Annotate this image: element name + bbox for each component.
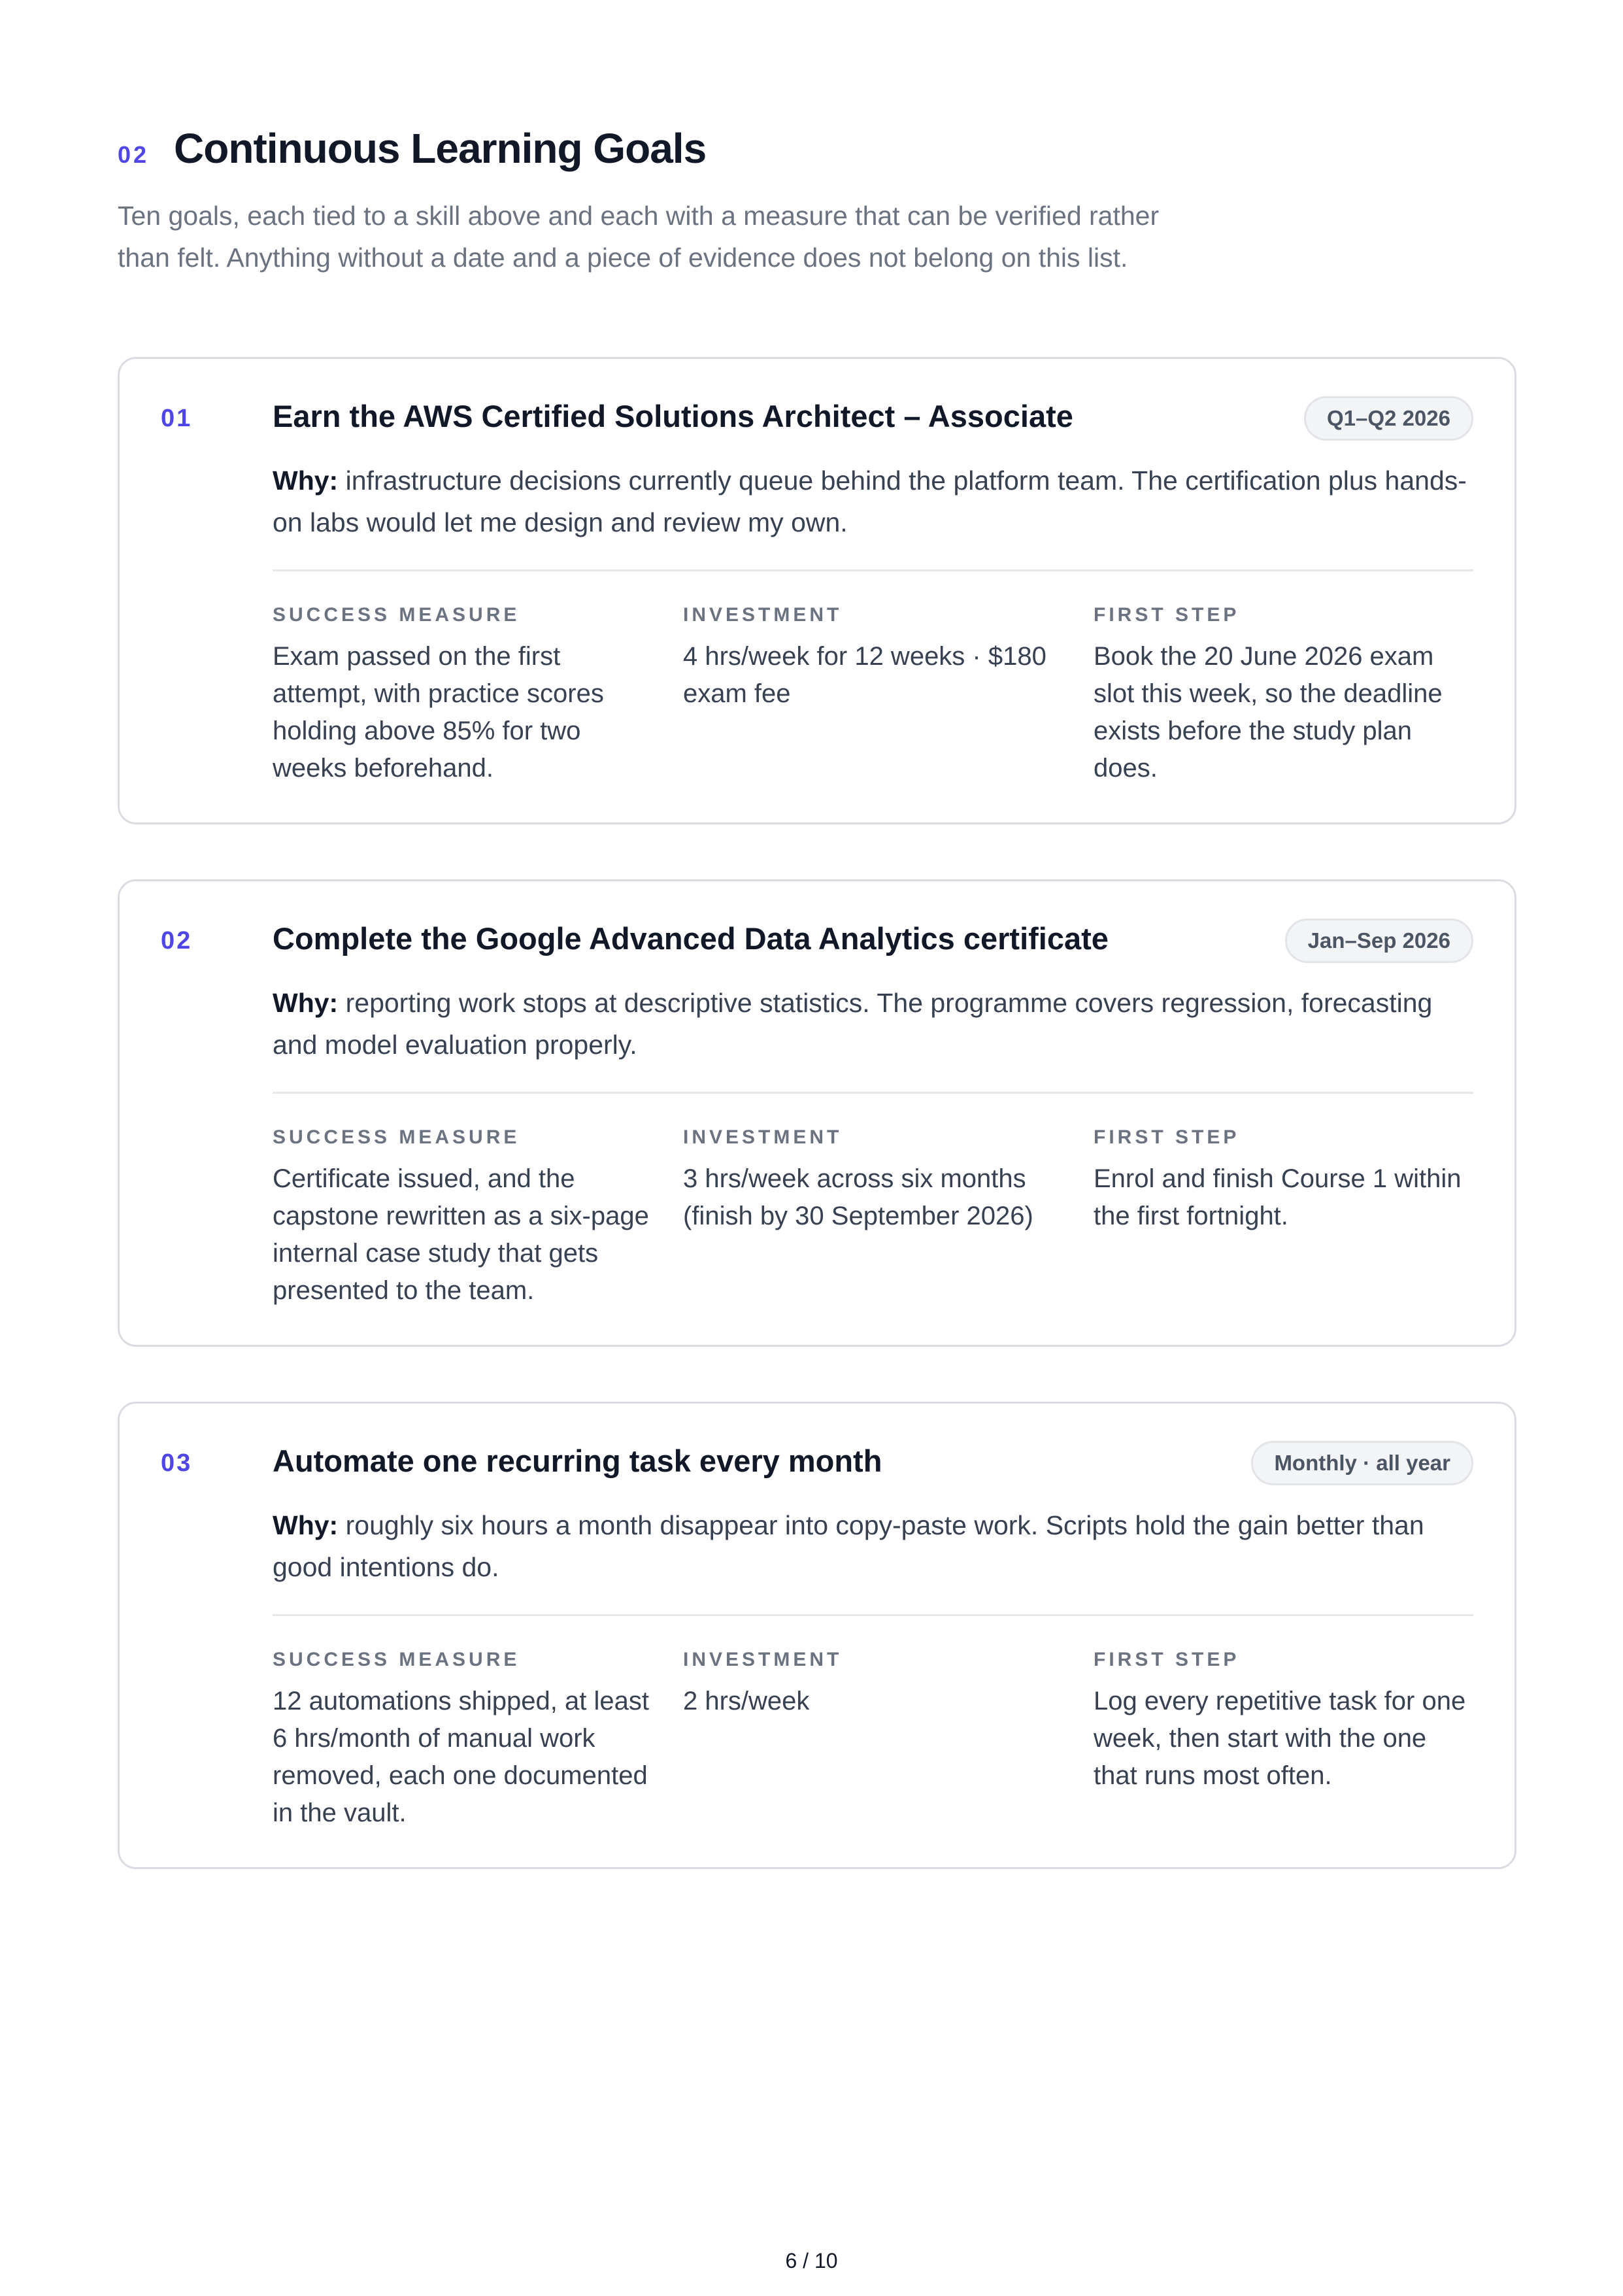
success-measure-text: 12 automations shipped, at least 6 hrs/month of manual work removed, each one documented in the vault.	[273, 1687, 649, 1827]
investment-text: 4 hrs/week for 12 weeks · $180 exam fee	[683, 642, 1046, 708]
divider	[273, 1614, 1473, 1616]
investment-label: INVESTMENT	[683, 1126, 843, 1148]
why-text: reporting work stops at descriptive statistics. The programme covers regression, forecasting and model evaluation properly.	[273, 988, 1433, 1060]
first-step-column	[1094, 604, 1473, 787]
timeframe-badge: Q1–Q2 2026	[1304, 396, 1473, 441]
success-measure-label: SUCCESS MEASURE	[273, 604, 520, 626]
goal-card	[118, 879, 1516, 1347]
investment-text: 2 hrs/week	[683, 1687, 810, 1715]
first-step-label: FIRST STEP	[1094, 1126, 1240, 1148]
first-step-text: Enrol and finish Course 1 within the first fortnight.	[1094, 1164, 1462, 1230]
why-label: Why:	[273, 1510, 339, 1540]
goal-number: 01	[161, 405, 193, 432]
goal-title: Earn the AWS Certified Solutions Architect – Associate	[273, 399, 1073, 433]
why-label: Why:	[273, 465, 339, 496]
divider	[273, 569, 1473, 571]
goal-why	[273, 460, 1482, 543]
investment-label: INVESTMENT	[683, 604, 843, 626]
page-number: 6 / 10	[785, 2249, 838, 2272]
timeframe-badge: Monthly · all year	[1251, 1441, 1473, 1485]
first-step-column	[1094, 1649, 1473, 1795]
divider	[273, 1092, 1473, 1094]
success-measure-text: Certificate issued, and the capstone rewritten as a six-page internal case study that gets presented to the team.	[273, 1164, 649, 1305]
first-step-column	[1094, 1126, 1473, 1235]
success-measure-column	[273, 1126, 652, 1309]
section-intro: Ten goals, each tied to a skill above and each with a measure that can be verified rather than felt. Anything without a date and a piece of evidence does not belong on this list.	[118, 201, 1160, 273]
success-measure-label: SUCCESS MEASURE	[273, 1126, 520, 1148]
investment-text: 3 hrs/week across six months (finish by 30 September 2026)	[683, 1164, 1033, 1230]
goal-number: 02	[161, 927, 193, 954]
investment-label: INVESTMENT	[683, 1649, 843, 1670]
success-measure-text: Exam passed on the first attempt, with practice scores holding above 85% for two weeks beforehand.	[273, 642, 604, 783]
goal-why	[273, 982, 1482, 1066]
investment-column	[683, 1649, 1062, 1720]
success-measure-label: SUCCESS MEASURE	[273, 1649, 520, 1670]
first-step-text: Log every repetitive task for one week, then start with the one that runs most often.	[1094, 1687, 1466, 1790]
goal-card	[118, 1402, 1516, 1869]
why-text: infrastructure decisions currently queue behind the platform team. The certification plus hands-on labs would let me design and review my own.	[273, 465, 1467, 537]
why-text: roughly six hours a month disappear into copy-paste work. Scripts hold the gain better than good intentions do.	[273, 1510, 1424, 1582]
investment-column	[683, 604, 1062, 713]
goal-title: Complete the Google Advanced Data Analytics certificate	[273, 921, 1109, 956]
first-step-label: FIRST STEP	[1094, 604, 1240, 626]
goal-number: 03	[161, 1449, 193, 1477]
investment-column	[683, 1126, 1062, 1235]
timeframe-badge: Jan–Sep 2026	[1285, 919, 1473, 963]
section-number: 02	[118, 141, 150, 168]
goal-why	[273, 1504, 1482, 1588]
first-step-text: Book the 20 June 2026 exam slot this week, so the deadline exists before the study plan does.	[1094, 642, 1443, 783]
section-title: Continuous Learning Goals	[174, 125, 707, 172]
success-measure-column	[273, 1649, 652, 1832]
goal-card	[118, 357, 1516, 824]
success-measure-column	[273, 604, 652, 787]
section-header	[118, 124, 706, 173]
goal-title: Automate one recurring task every month	[273, 1443, 882, 1478]
why-label: Why:	[273, 988, 339, 1018]
first-step-label: FIRST STEP	[1094, 1649, 1240, 1670]
